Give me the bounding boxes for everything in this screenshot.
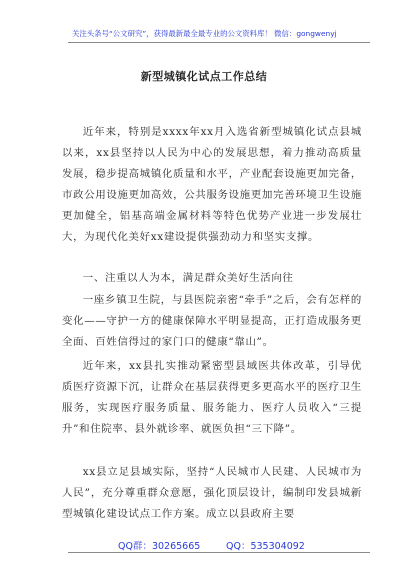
header-notice: 关注头条号“公文研究”，获得最新最全最专业的公文资料库！ 微信：gongwenyj (72, 29, 337, 38)
header-divider (68, 42, 370, 43)
footer-qq-contact: QQ：535304092 (226, 541, 305, 552)
paragraph-medical-reform: 近年来，xx县扎实推动紧密型县域医共体改革，引导优质医疗资源下沉，让群众在基层获得更多更高水平的医疗卫生服务，实现医疗服务质量、服务能力、医疗人员收入“三提升”和住院率、县外就诊率、就医负担“三下降”。 (62, 360, 362, 435)
paragraph-health-center: 一座乡镇卫生院，与县医院亲密“牵手”之后，会有怎样的变化——守护一方的健康保障水平明显提高，正打造成服务更全面、百姓信得过的家门口的健康“靠山”。 (62, 294, 362, 348)
paragraph-county-people: xx县立足县域实际，坚持“人民城市人民建、人民城市为人民”，充分尊重群众意愿，强化顶层设计，编制印发县城新型城镇化建设试点工作方案。成立以县政府主要 (62, 466, 362, 520)
footer-qq-group: QQ群：30265665 (118, 541, 201, 552)
section-heading-1: 一、注重以人为本，满足群众美好生活向往 (82, 272, 294, 284)
paragraph-intro: 近年来，特别是xxxx年xx月入选省新型城镇化试点县城以来，xx县坚持以人民为中心的发展思想，着力推动高质量发展，稳步提高城镇化质量和水平，产业配套设施更加完备，市政公用设施更加高效，公共服务设施更加完善环境卫生设施更加健全，铝基高端金属材料等特色优势产业进一步发展壮大，为现代化美好xx建设提供强劲动力和坚实支撑。 (62, 126, 362, 243)
document-title: 新型城镇化试点工作总结 (140, 70, 268, 83)
footer-divider (68, 552, 370, 553)
